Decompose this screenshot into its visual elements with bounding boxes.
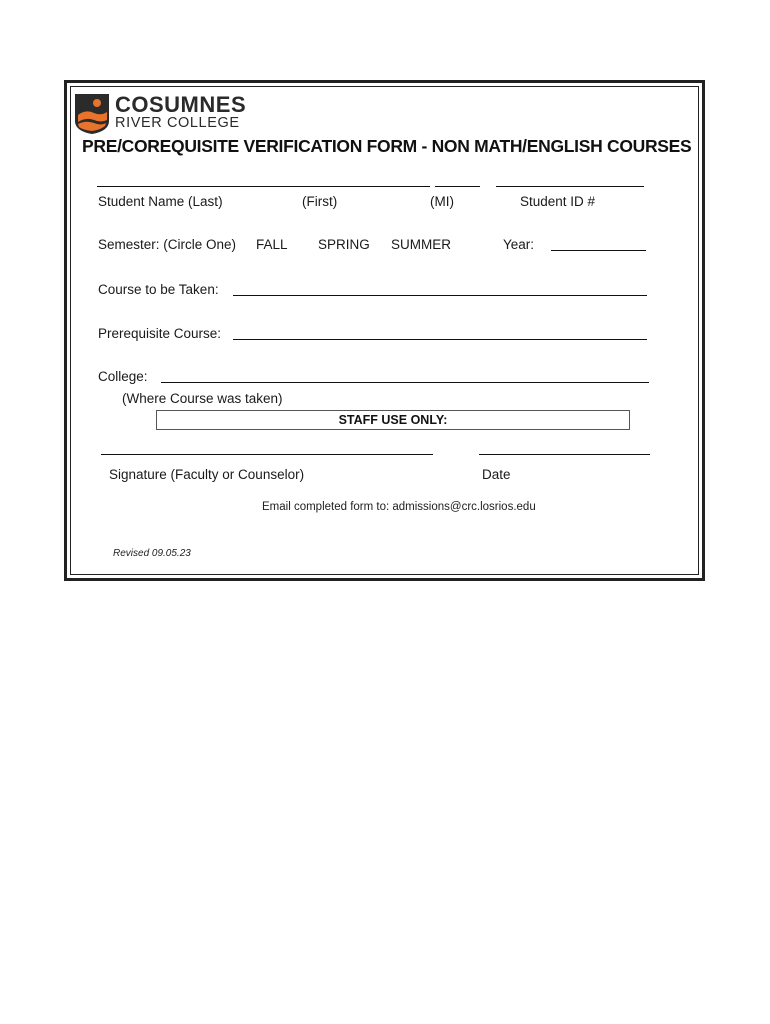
college-emblem-icon (74, 93, 110, 135)
semester-label: Semester: (Circle One) (98, 237, 237, 252)
email-instructions: Email completed form to: admissions@crc.losrios.edu (262, 501, 536, 513)
label-last-name: Student Name (Last) (98, 194, 223, 209)
student-id-field[interactable] (496, 186, 644, 187)
middle-initial-field[interactable] (435, 186, 480, 187)
label-middle-initial: (MI) (430, 194, 454, 209)
year-field[interactable] (551, 250, 646, 251)
signature-field[interactable] (101, 454, 433, 455)
form-title: PRE/COREQUISITE VERIFICATION FORM - NON MATH/ENGLISH COURSES (82, 136, 692, 156)
college-logo (74, 92, 247, 135)
course-label: Course to be Taken: (98, 282, 219, 297)
prerequisite-label: Prerequisite Course: (98, 326, 222, 341)
year-label: Year: (503, 237, 535, 252)
revision-date: Revised 09.05.23 (113, 548, 191, 559)
label-first-name: (First) (302, 194, 338, 209)
prerequisite-field[interactable] (233, 339, 647, 340)
semester-option-fall[interactable]: FALL (256, 237, 288, 252)
college-label: College: (98, 369, 148, 384)
college-hint: (Where Course was taken) (122, 391, 283, 406)
date-field[interactable] (479, 454, 650, 455)
college-field[interactable] (161, 382, 649, 383)
semester-option-spring[interactable]: SPRING (318, 237, 370, 252)
course-field[interactable] (233, 295, 647, 296)
logo-subtitle: RIVER COLLEGE (115, 115, 240, 131)
date-label: Date (482, 467, 511, 482)
label-student-id: Student ID # (520, 194, 596, 209)
signature-label: Signature (Faculty or Counselor) (109, 467, 305, 482)
last-first-name-field[interactable] (97, 186, 430, 187)
semester-option-summer[interactable]: SUMMER (391, 237, 451, 252)
logo-name: COSUMNES (115, 92, 247, 117)
staff-use-box: STAFF USE ONLY: (156, 410, 630, 430)
